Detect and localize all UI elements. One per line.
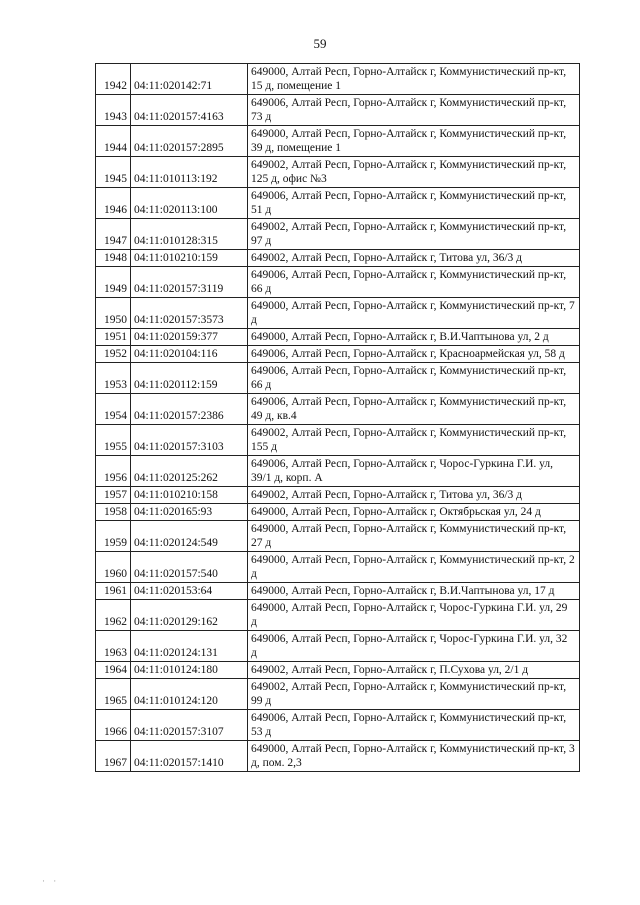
row-number-cell: 1964 [96, 662, 131, 679]
row-number-cell: 1952 [96, 346, 131, 363]
page-number: 59 [313, 36, 327, 51]
address-cell: 649006, Алтай Респ, Горно-Алтайск г, Коммунистический пр-кт, 49 д, кв.4 [248, 394, 580, 425]
table-row [96, 487, 580, 504]
row-number-cell: 1955 [96, 425, 131, 456]
row-number-cell: 1966 [96, 710, 131, 741]
row-number-cell: 1948 [96, 250, 131, 267]
row-number-cell: 1942 [96, 64, 131, 95]
row-number-cell: 1954 [96, 394, 131, 425]
table-row [96, 267, 580, 298]
table-row [96, 329, 580, 346]
table-row [96, 363, 580, 394]
cadastral-number-cell: 04:11:020142:71 [131, 64, 248, 95]
cadastral-number-cell: 04:11:020159:377 [131, 329, 248, 346]
cadastral-number-cell: 04:11:020125:262 [131, 456, 248, 487]
table-row [96, 662, 580, 679]
address-cell: 649002, Алтай Респ, Горно-Алтайск г, Коммунистический пр-кт, 125 д, офис №3 [248, 157, 580, 188]
cadastral-number-cell: 04:11:010210:158 [131, 487, 248, 504]
address-cell: 649000, Алтай Респ, Горно-Алтайск г, Чорос-Гуркина Г.И. ул, 29 д [248, 600, 580, 631]
row-number-cell: 1949 [96, 267, 131, 298]
cadastral-number-cell: 04:11:020129:162 [131, 600, 248, 631]
address-cell: 649006, Алтай Респ, Горно-Алтайск г, Чорос-Гуркина Г.И. ул, 39/1 д, корп. А [248, 456, 580, 487]
table-row [96, 157, 580, 188]
table-row [96, 126, 580, 157]
cadastral-number-cell: 04:11:020157:1410 [131, 741, 248, 772]
address-cell: 649000, Алтай Респ, Горно-Алтайск г, Коммунистический пр-кт, 27 д [248, 521, 580, 552]
address-cell: 649000, Алтай Респ, Горно-Алтайск г, Коммунистический пр-кт, 3 д, пом. 2,3 [248, 741, 580, 772]
cadastral-number-cell: 04:11:020157:2386 [131, 394, 248, 425]
table-row [96, 583, 580, 600]
cadastral-number-cell: 04:11:020157:2895 [131, 126, 248, 157]
row-number-cell: 1944 [96, 126, 131, 157]
cadastral-number-cell: 04:11:020157:3107 [131, 710, 248, 741]
address-cell: 649006, Алтай Респ, Горно-Алтайск г, Красноармейская ул, 58 д [248, 346, 580, 363]
row-number-cell: 1947 [96, 219, 131, 250]
table-row [96, 600, 580, 631]
address-cell: 649000, Алтай Респ, Горно-Алтайск г, Коммунистический пр-кт, 39 д, помещение 1 [248, 126, 580, 157]
table-row [96, 741, 580, 772]
cadastral-number-cell: 04:11:020113:100 [131, 188, 248, 219]
row-number-cell: 1957 [96, 487, 131, 504]
table-row [96, 631, 580, 662]
registry-body [96, 64, 580, 772]
table-row [96, 504, 580, 521]
address-cell: 649002, Алтай Респ, Горно-Алтайск г, Титова ул, 36/3 д [248, 487, 580, 504]
table-row [96, 346, 580, 363]
address-cell: 649002, Алтай Респ, Горно-Алтайск г, П.Сухова ул, 2/1 д [248, 662, 580, 679]
row-number-cell: 1945 [96, 157, 131, 188]
address-cell: 649000, Алтай Респ, Горно-Алтайск г, В.И.Чаптынова ул, 2 д [248, 329, 580, 346]
row-number-cell: 1962 [96, 600, 131, 631]
cadastral-number-cell: 04:11:020157:4163 [131, 95, 248, 126]
address-cell: 649000, Алтай Респ, Горно-Алтайск г, Октябрьская ул, 24 д [248, 504, 580, 521]
row-number-cell: 1965 [96, 679, 131, 710]
cadastral-number-cell: 04:11:020165:93 [131, 504, 248, 521]
address-cell: 649002, Алтай Респ, Горно-Алтайск г, Коммунистический пр-кт, 97 д [248, 219, 580, 250]
cadastral-number-cell: 04:11:010124:180 [131, 662, 248, 679]
table-row [96, 188, 580, 219]
table-row [96, 679, 580, 710]
table-row [96, 552, 580, 583]
address-cell: 649006, Алтай Респ, Горно-Алтайск г, Коммунистический пр-кт, 51 д [248, 188, 580, 219]
row-number-cell: 1963 [96, 631, 131, 662]
cadastral-number-cell: 04:11:020124:131 [131, 631, 248, 662]
cadastral-number-cell: 04:11:020157:3573 [131, 298, 248, 329]
row-number-cell: 1961 [96, 583, 131, 600]
table-row [96, 425, 580, 456]
row-number-cell: 1967 [96, 741, 131, 772]
address-cell: 649000, Алтай Респ, Горно-Алтайск г, В.И.Чаптынова ул, 17 д [248, 583, 580, 600]
table-row [96, 394, 580, 425]
row-number-cell: 1953 [96, 363, 131, 394]
address-cell: 649006, Алтай Респ, Горно-Алтайск г, Коммунистический пр-кт, 66 д [248, 363, 580, 394]
cadastral-number-cell: 04:11:020153:64 [131, 583, 248, 600]
table-row [96, 456, 580, 487]
address-cell: 649006, Алтай Респ, Горно-Алтайск г, Коммунистический пр-кт, 53 д [248, 710, 580, 741]
address-cell: 649002, Алтай Респ, Горно-Алтайск г, Коммунистический пр-кт, 99 д [248, 679, 580, 710]
address-cell: 649000, Алтай Респ, Горно-Алтайск г, Коммунистический пр-кт, 7 д [248, 298, 580, 329]
table-row [96, 95, 580, 126]
address-cell: 649002, Алтай Респ, Горно-Алтайск г, Коммунистический пр-кт, 155 д [248, 425, 580, 456]
row-number-cell: 1959 [96, 521, 131, 552]
row-number-cell: 1960 [96, 552, 131, 583]
address-cell: 649006, Алтай Респ, Горно-Алтайск г, Коммунистический пр-кт, 66 д [248, 267, 580, 298]
cadastral-number-cell: 04:11:020157:3119 [131, 267, 248, 298]
cadastral-number-cell: 04:11:020112:159 [131, 363, 248, 394]
table-row [96, 710, 580, 741]
table-row [96, 219, 580, 250]
cadastral-number-cell: 04:11:020157:3103 [131, 425, 248, 456]
address-cell: 649006, Алтай Респ, Горно-Алтайск г, Коммунистический пр-кт, 73 д [248, 95, 580, 126]
cadastral-number-cell: 04:11:020104:116 [131, 346, 248, 363]
table-row [96, 250, 580, 267]
address-cell: 649000, Алтай Респ, Горно-Алтайск г, Коммунистический пр-кт, 15 д, помещение 1 [248, 64, 580, 95]
cadastral-number-cell: 04:11:010113:192 [131, 157, 248, 188]
table-row [96, 64, 580, 95]
address-cell: 649002, Алтай Респ, Горно-Алтайск г, Титова ул, 36/3 д [248, 250, 580, 267]
cadastral-number-cell: 04:11:020124:549 [131, 521, 248, 552]
cadastral-number-cell: 04:11:010210:159 [131, 250, 248, 267]
cadastral-number-cell: 04:11:010128:315 [131, 219, 248, 250]
address-cell: 649006, Алтай Респ, Горно-Алтайск г, Чорос-Гуркина Г.И. ул, 32 д [248, 631, 580, 662]
row-number-cell: 1958 [96, 504, 131, 521]
row-number-cell: 1951 [96, 329, 131, 346]
address-cell: 649000, Алтай Респ, Горно-Алтайск г, Коммунистический пр-кт, 2 д [248, 552, 580, 583]
row-number-cell: 1943 [96, 95, 131, 126]
cadastral-number-cell: 04:11:010124:120 [131, 679, 248, 710]
property-registry-table [95, 63, 580, 772]
table-row [96, 298, 580, 329]
scan-artifact: · · [42, 876, 60, 886]
row-number-cell: 1956 [96, 456, 131, 487]
row-number-cell: 1946 [96, 188, 131, 219]
table-row [96, 521, 580, 552]
cadastral-number-cell: 04:11:020157:540 [131, 552, 248, 583]
row-number-cell: 1950 [96, 298, 131, 329]
